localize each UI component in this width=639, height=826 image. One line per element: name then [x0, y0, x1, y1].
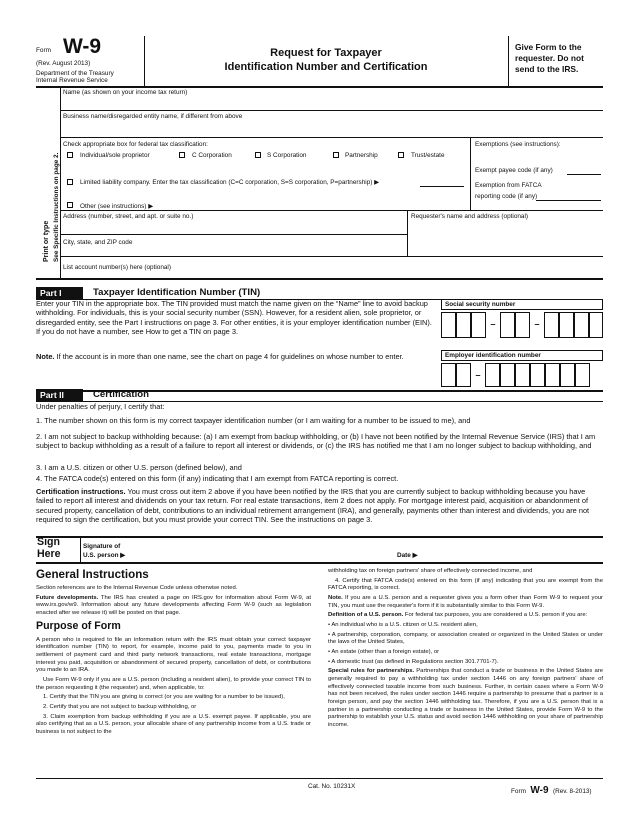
footer-revision: (Rev. 8-2013) [552, 788, 592, 795]
certify-item-2: 2. Certify that you are not subject to backup withholding, or [43, 703, 197, 710]
name-input[interactable] [63, 97, 601, 108]
us-person-bullet: • An estate (other than a foreign estate), or [328, 649, 440, 656]
name-field-label: Name (as shown on your income tax return) [63, 89, 188, 96]
footer-form-id [511, 780, 592, 798]
us-person-bullet: • A domestic trust (as defined in Regulations section 301.7701-7). [328, 658, 499, 665]
future-developments-label: Future developments. [36, 594, 99, 601]
instructions-note-label: Note. [328, 595, 343, 602]
certification-instructions-text: You must cross out item 2 above if you have been notified by the IRS that you are currently subject to backup withholding because you have failed to report all interest and dividends on your tax return. For real estate transactions, item 2 does not apply. For mortgage interest paid, acquisition or abandonment of secured property, cancellation of debt, contributions to an individual retirement arrangement (IRA), and generally, payments other than interest and dividends, you are not required to sign the certification, but you must provide your correct TIN. See the instructions on page 3. [36, 487, 590, 525]
ein-digit-box[interactable] [515, 363, 530, 387]
business-name-input[interactable] [63, 122, 601, 134]
requester-input[interactable] [411, 222, 601, 254]
certification-instructions [36, 487, 603, 525]
instructions-note-text: If you are a U.S. person and a requester gives you a form other than Form W-9 to request your TIN, you must use the requester's form if it is substantially similar to this Form W-9. [328, 595, 603, 609]
print-or-type-label: Print or type [43, 220, 50, 262]
city-state-zip-label: City, state, and ZIP code [63, 239, 133, 246]
fatca-certify-item: 4. Certify that FATCA code(s) entered on this form (if any) indicating that you are exempt from the FATCA reporting, is correct. [328, 577, 603, 592]
other-checkbox[interactable] [67, 202, 73, 208]
revision-date: (Rev. August 2013) [36, 60, 91, 67]
us-person-label: U.S. person ▶ [83, 552, 126, 559]
future-developments [36, 595, 311, 618]
catalog-number: Cat. No. 10231X [308, 783, 356, 790]
ssn-digit-box[interactable] [559, 312, 574, 338]
irs-label: Internal Revenue Service [36, 77, 108, 84]
ein-digit-box[interactable] [545, 363, 560, 387]
form-number: W-9 [63, 35, 102, 58]
certification-item-4: 4. The FATCA code(s) entered on this form (if any) indicating that I am exempt from FATCA reporting is correct. [36, 474, 399, 483]
ssn-digit-box[interactable] [456, 312, 471, 338]
other-label: Other (see instructions) ▶ [80, 203, 154, 210]
c-corp-checkbox[interactable] [179, 152, 185, 158]
llc-checkbox[interactable] [67, 179, 73, 185]
purpose-heading: Purpose of Form [36, 619, 121, 632]
address-label: Address (number, street, and apt. or suite no.) [63, 213, 194, 220]
instructions-left-column [36, 567, 311, 739]
ssn-digit-box[interactable] [574, 312, 589, 338]
footer-form-number: W-9 [530, 785, 549, 796]
c-corp-label: C Corporation [192, 152, 232, 159]
ein-digit-box[interactable] [441, 363, 456, 387]
individual-checkbox[interactable] [67, 152, 73, 158]
ssn-dash: – [490, 319, 496, 329]
s-corp-checkbox[interactable] [255, 152, 261, 158]
instructions-note [328, 595, 603, 610]
certification-item-2: 2. I am not subject to backup withholding because: (a) I am exempt from backup withholding, or (b) I have not been notified by the Internal Revenue Service (IRS) that I am subject to backup withholding as a result of a failure to report all interest or dividends, or (c) the IRS has notified me that I am no longer subject to backup withholding, and [36, 432, 596, 451]
form-title-line1: Request for Taxpayer [270, 47, 382, 59]
signature-of-label: Signature of [83, 543, 121, 550]
part1-note [36, 352, 432, 361]
city-state-zip-input[interactable] [63, 247, 405, 255]
date-input[interactable] [426, 546, 602, 560]
exemptions-label: Exemptions (see instructions): [475, 141, 561, 148]
ein-digit-box[interactable] [456, 363, 471, 387]
part2-label: Part II [36, 389, 83, 401]
part1-note-text: If the account is in more than one name, see the chart on page 4 for guidelines on whose number to enter. [54, 352, 404, 361]
certification-instructions-label: Certification instructions. [36, 487, 126, 496]
exempt-payee-label: Exempt payee code (if any) [475, 167, 553, 174]
part1-title: Taxpayer Identification Number (TIN) [93, 287, 261, 298]
ssn-digit-box[interactable] [471, 312, 486, 338]
form-title-line2: Identification Number and Certification [224, 61, 428, 73]
w9-form-page [36, 36, 603, 804]
sign-label: Sign [37, 536, 60, 548]
ssn-label: Social security number [441, 299, 603, 310]
part1-text: Enter your TIN in the appropriate box. The TIN provided must match the name given on the “Name” line to avoid backup withholding. For individuals, this is your social security number (SSN). However, for a resident alien, sole proprietor, or disregarded entity, see the Part I instructions on page 3. For other entities, it is your employer identification number (EIN). If you do not have a number, see How to get a TIN on page 3. [36, 299, 432, 337]
certify-item-3: 3. Claim exemption from backup withholding if you are a U.S. exempt payee. If applicable, you are also certifying that as a U.S. person, your allocable share of any partnership income from a U.S. trade or business is not subject to the [36, 713, 311, 735]
part2-title: Certification [93, 389, 149, 400]
signature-input[interactable] [138, 538, 393, 560]
account-numbers-input[interactable] [236, 262, 601, 276]
ein-label: Employer identification number [441, 350, 603, 361]
us-person-bullet: • A partnership, corporation, company, or association created or organized in the United States or under the laws of the United States, [328, 631, 603, 646]
ein-digit-box[interactable] [530, 363, 545, 387]
ssn-digit-box[interactable] [500, 312, 515, 338]
individual-label: Individual/sole proprietor [80, 152, 150, 159]
trust-estate-label: Trust/estate [411, 152, 445, 159]
future-developments-text: The IRS has created a page on IRS.gov for information about Form W-9, at www.irs.gov/w9. Information about any future developments affecting Form W-9 (such as legislation enacted after we release it) will be posted on that page. [36, 594, 311, 617]
instructions-right-column [328, 568, 603, 732]
special-rules-label: Special rules for partnerships. [328, 668, 415, 675]
definition-text: For federal tax purposes, you are considered a U.S. person if you are: [403, 612, 588, 619]
address-input[interactable] [63, 222, 405, 232]
form-word: Form [36, 47, 51, 54]
trust-estate-checkbox[interactable] [398, 152, 404, 158]
section-references: Section references are to the Internal Revenue Code unless otherwise noted. [36, 585, 238, 592]
classification-label: Check appropriate box for federal tax classification: [63, 141, 208, 148]
ssn-digit-box[interactable] [515, 312, 530, 338]
ein-digit-box[interactable] [500, 363, 515, 387]
date-label: Date ▶ [397, 552, 418, 559]
ssn-dash: – [534, 319, 540, 329]
certification-intro: Under penalties of perjury, I certify that: [36, 402, 165, 411]
part1-label: Part I [36, 287, 83, 299]
give-form-notice: Give Form to the requester. Do not send to the IRS. [515, 42, 584, 74]
us-person-bullet: • An individual who is a U.S. citizen or U.S. resident alien, [328, 622, 478, 629]
definition-us-person [328, 612, 603, 620]
exempt-payee-input[interactable] [567, 174, 601, 175]
part1-note-label: Note. [36, 352, 55, 361]
ein-dash: – [475, 370, 481, 380]
certification-item-1: 1. The number shown on this form is my correct taxpayer identification number (or I am waiting for a number to be issued to me), and [36, 416, 471, 425]
partnership-label: Partnership [345, 152, 378, 159]
here-label: Here [37, 548, 61, 560]
definition-label: Definition of a U.S. person. [328, 612, 404, 619]
llc-label: Limited liability company. Enter the tax classification (C=C corporation, S=S corporation, P=partnership) ▶ [80, 179, 380, 186]
ssn-digit-box[interactable] [441, 312, 456, 338]
certification-item-3: 3. I am a U.S. citizen or other U.S. person (defined below), and [36, 463, 242, 472]
see-instructions-label: See Specific Instructions on page 2. [53, 152, 60, 262]
use-text: Use Form W-9 only if you are a U.S. person (including a resident alien), to provide your correct TIN to the person requesting it (the requester) and, when applicable, to: [36, 676, 311, 691]
ein-digit-box[interactable] [560, 363, 575, 387]
withholding-continued: withholding tax on foreign partners' share of effectively connected income, and [328, 568, 533, 574]
department-label: Department of the Treasury [36, 70, 114, 77]
special-rules-text: Partnerships that conduct a trade or business in the United States are generally required to pay a withholding tax under section 1446 on any foreign partners' share of effectively connected taxable income from such business. Further, in certain cases where a Form W-9 has not been received, the rules under section 1446 require a partnership to presume that a partner is a foreign person, and pay the section 1446 withholding tax. Therefore, if you are a U.S. person that is a partner in a partnership conducting a trade or business in the United States, provide Form W-9 to the partnership to establish your U.S. status and avoid section 1446 withholding on your share of partnership income. [328, 668, 603, 729]
partnership-checkbox[interactable] [333, 152, 339, 158]
business-name-label: Business name/disregarded entity name, if different from above [63, 113, 243, 120]
s-corp-label: S Corporation [267, 152, 307, 159]
ssn-digit-box[interactable] [544, 312, 559, 338]
fatca-input[interactable] [536, 200, 601, 201]
purpose-text: A person who is required to file an information return with the IRS must obtain your correct taxpayer identification number (TIN) to report, for example, income paid to you, payments made to you in settlement of payment card and third party network transactions, real estate transactions, mortgage interest you paid, acquisition or abandonment of secured property, cancellation of debt, or contributions you made to an IRA. [36, 636, 311, 674]
requester-label: Requester's name and address (optional) [411, 213, 529, 220]
ein-digit-box[interactable] [485, 363, 500, 387]
footer-form-word: Form [511, 788, 526, 795]
general-instructions-heading: General Instructions [36, 568, 149, 581]
account-numbers-label: List account number(s) here (optional) [63, 264, 171, 271]
special-rules [328, 668, 603, 729]
fatca-label: Exemption from FATCA reporting code (if any) [475, 182, 542, 200]
llc-classification-input[interactable] [420, 186, 464, 187]
ein-digit-box[interactable] [575, 363, 590, 387]
ssn-digit-box[interactable] [589, 312, 603, 338]
certify-item-1: 1. Certify that the TIN you are giving is correct (or you are waiting for a number to be issued), [43, 694, 285, 701]
